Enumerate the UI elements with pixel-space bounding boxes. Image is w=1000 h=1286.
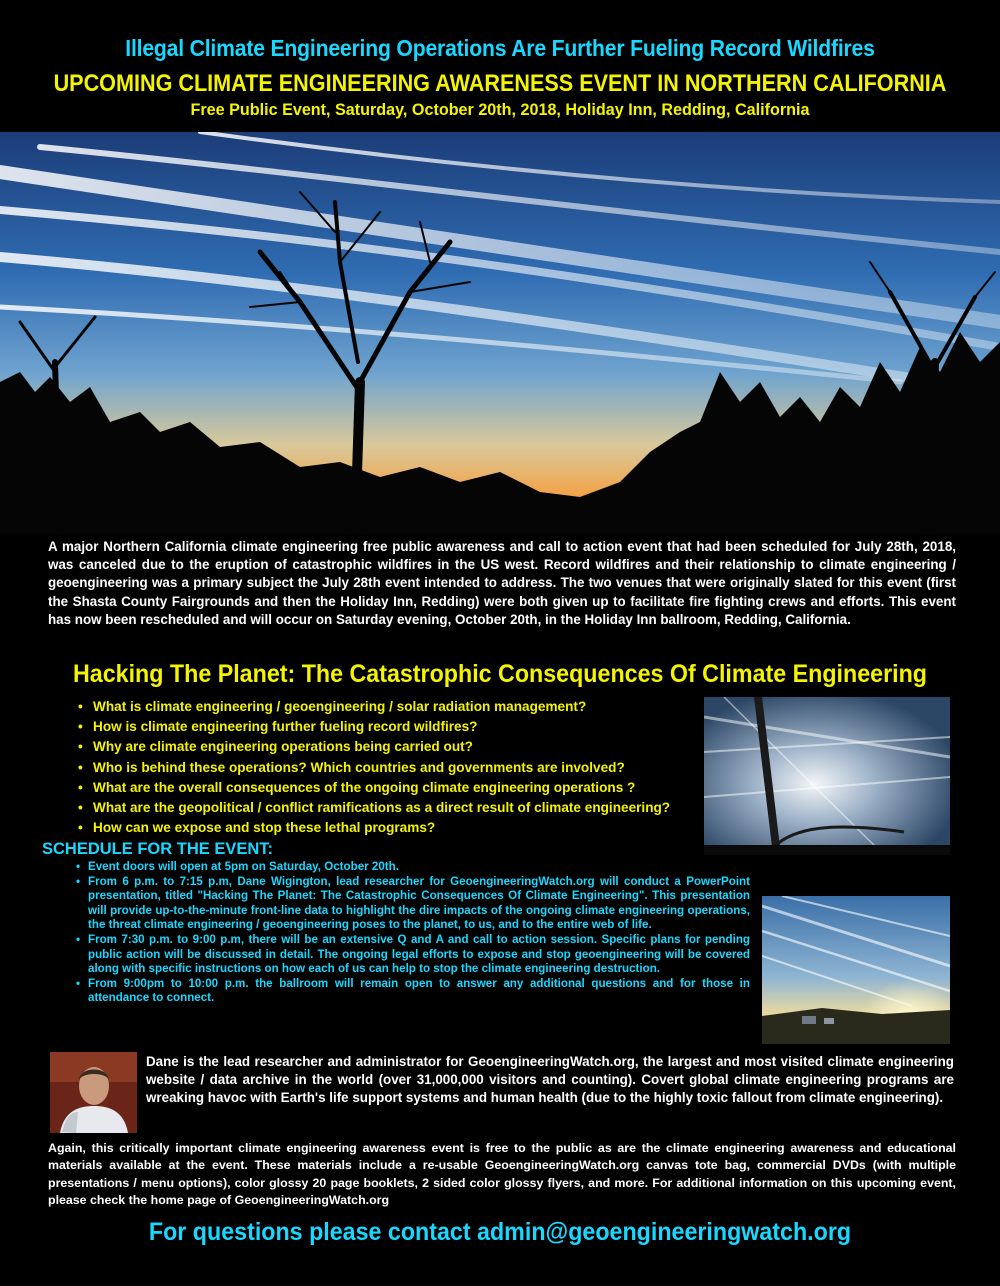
list-item: • What is climate engineering / geoengineering / solar radiation management?	[78, 697, 708, 717]
schedule-heading: SCHEDULE FOR THE EVENT:	[42, 840, 274, 858]
sky-pylon-photo	[704, 697, 950, 855]
intro-paragraph: A major Northern California climate engineering free public awareness and call to action event that had been scheduled for July 28th, 2018, was canceled due to the eruption of catastrophic wildfires in the US west. Record wildfires and their relationship to climate engineering / geoengineering was a primary subject the July 28th event intended to address. The two venues that were originally slated for this event (first the Shasta County Fairgrounds and then the Holiday Inn, Redding) were both given up to facilitate fire fighting crews and efforts. This event has now been rescheduled and will occur on Saturday evening, October 20th, in the Holiday Inn ballroom, Redding, California.	[48, 539, 956, 627]
list-item: • What are the geopolitical / conflict ramifications as a direct result of climate engineering?	[78, 798, 708, 818]
list-item: • Why are climate engineering operations being carried out?	[78, 737, 708, 757]
schedule-list	[76, 860, 750, 1006]
closing-paragraph: Again, this critically important climate engineering awareness event is free to the public as are the climate engineering awareness and educational materials available at the event. These materials include a re-usable GeoengineeringWatch.org canvas tote bag, commercial DVDs (with multiple presentations / menu options), color glossy 20 page booklets, 2 sided color glossy flyers, and more. For additional information on this upcoming event, please check the home page of GeoengineeringWatch.org	[48, 1141, 956, 1208]
contact-line: For questions please contact admin@geoengineeringwatch.org	[148, 1218, 852, 1246]
presentation-title: Hacking The Planet: The Catastrophic Consequences Of Climate Engineering	[73, 660, 927, 688]
list-item: • How can we expose and stop these lethal programs?	[78, 818, 708, 838]
list-item: • How is climate engineering further fueling record wildfires?	[78, 717, 708, 737]
speaker-bio: Dane is the lead researcher and administrator for GeoengineeringWatch.org, the largest and most visited climate engineering website / data archive in the world (over 31,000,000 visitors and counting). Covert global climate engineering programs are wreaking havoc with Earth's life support systems and human health (due to the highly toxic fallout from climate engineering).	[146, 1054, 954, 1106]
headline: Illegal Climate Engineering Operations Are Further Fueling Record Wildfires	[125, 35, 875, 61]
list-item: • Event doors will open at 5pm on Saturday, October 20th.	[76, 860, 750, 875]
question-list	[78, 697, 708, 838]
highway-sunset-photo	[762, 896, 950, 1044]
list-item: • From 6 p.m. to 7:15 p.m, Dane Wigington, lead researcher for GeoengineeringWatch.org will conduct a PowerPoint presentation, titled "Hacking The Planet: The Catastrophic Consequences Of Climate Engineering". This presentation will provide up-to-the-minute front-line data to highlight the dire impacts of the ongoing climate engineering operations, the threat climate engineering / geoengineering poses to the planet, to us, and to the entire web of life.	[76, 875, 750, 933]
list-item: • Who is behind these operations? Which countries and governments are involved?	[78, 758, 708, 778]
event-date-location: Free Public Event, Saturday, October 20th, 2018, Holiday Inn, Redding, California	[190, 100, 810, 119]
speaker-avatar	[50, 1052, 137, 1133]
event-banner: UPCOMING CLIMATE ENGINEERING AWARENESS EVENT IN NORTHERN CALIFORNIA	[53, 70, 947, 97]
hero-sky-photo	[0, 132, 1000, 534]
list-item: • From 7:30 p.m. to 9:00 p.m, there will be an extensive Q and A and call to action session. Specific plans for pending public action will be discussed in detail. The ongoing legal efforts to expose and stop geoengineering will be covered along with specific instructions on how each of us can help to stop the climate engineering destruction.	[76, 933, 750, 977]
list-item: • From 9:00pm to 10:00 p.m. the ballroom will remain open to answer any additional questions and for those in attendance to connect.	[76, 977, 750, 1006]
list-item: • What are the overall consequences of the ongoing climate engineering operations ?	[78, 778, 708, 798]
